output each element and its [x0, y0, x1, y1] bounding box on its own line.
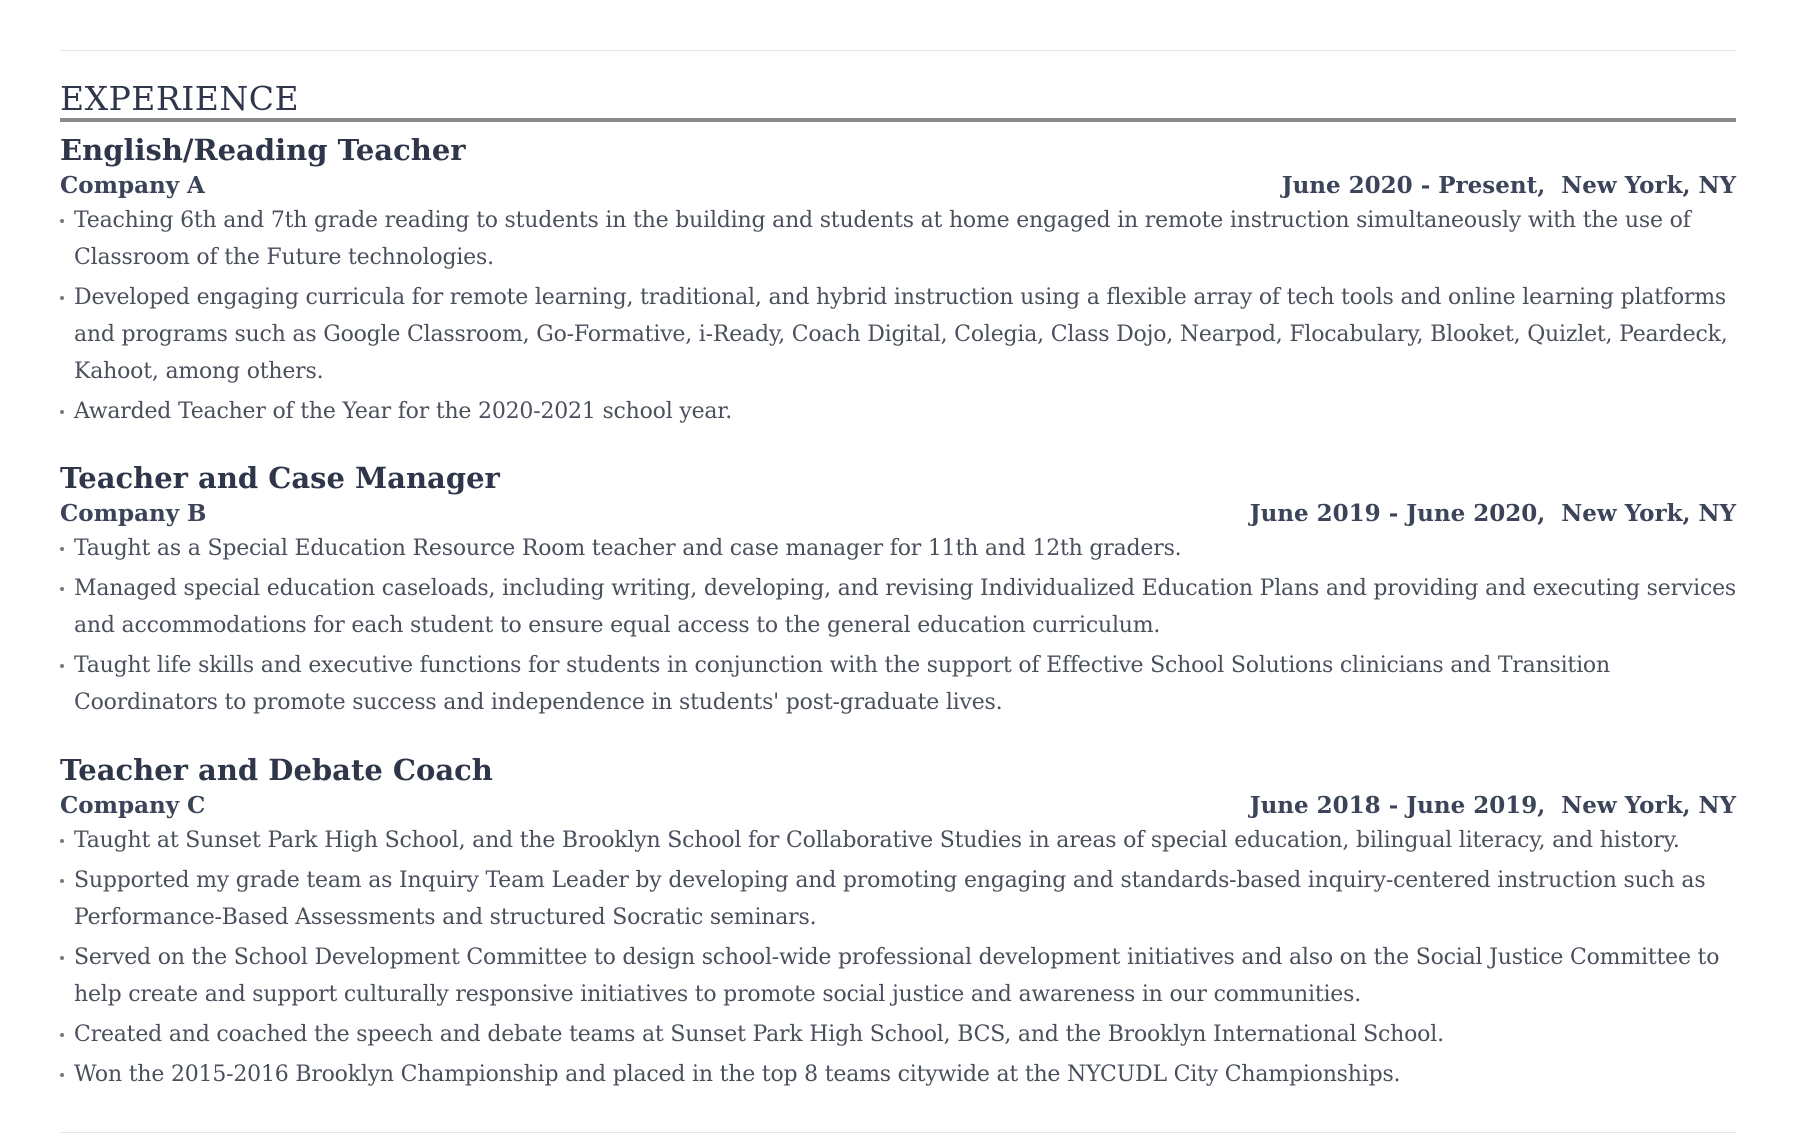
job-title: Teacher and Debate Coach — [60, 753, 493, 787]
bullet-dot-icon — [60, 879, 64, 883]
company-name: Company A — [60, 172, 205, 199]
bullet-dot-icon — [60, 839, 64, 843]
bullet-dot-icon — [60, 219, 64, 223]
job-dates: June 2018 - June 2019, — [1249, 792, 1546, 819]
job-meta — [60, 790, 1736, 822]
job-entry — [60, 458, 1736, 724]
section-title: EXPERIENCE — [60, 79, 300, 118]
company-name: Company C — [60, 792, 206, 819]
list-item: Managed special education caseloads, including writing, developing, and revising Individualized Education Plans and providing and executing services and accommodations for each student to ensure equal access to the general education curriculum. — [60, 570, 1736, 644]
job-title: Teacher and Case Manager — [60, 461, 500, 495]
job-meta — [60, 498, 1736, 530]
list-item: Won the 2015-2016 Brooklyn Championship and placed in the top 8 teams citywide at the NYCUDL City Championships. — [60, 1056, 1736, 1093]
job-bullets — [60, 822, 1736, 1093]
job-title: English/Reading Teacher — [60, 133, 466, 167]
job-dates: June 2019 - June 2020, — [1249, 500, 1546, 527]
job-meta — [60, 170, 1736, 202]
bullet-dot-icon — [60, 956, 64, 960]
list-item: Teaching 6th and 7th grade reading to students in the building and students at home engaged in remote instruction simultaneously with the use of Classroom of the Future technologies. — [60, 202, 1736, 276]
bullet-dot-icon — [60, 1033, 64, 1037]
job-dates-location — [1250, 498, 1736, 530]
bullet-dot-icon — [60, 547, 64, 551]
list-item: Awarded Teacher of the Year for the 2020-2021 school year. — [60, 393, 1736, 430]
job-bullets — [60, 202, 1736, 430]
bullet-dot-icon — [60, 1073, 64, 1077]
bullet-dot-icon — [60, 587, 64, 591]
job-location: New York, NY — [1561, 792, 1736, 819]
top-divider — [60, 50, 1736, 51]
list-item: Supported my grade team as Inquiry Team Leader by developing and promoting engaging and standards-based inquiry-centered instruction such as Performance-Based Assessments and structured Socratic seminars. — [60, 862, 1736, 936]
list-item: Developed engaging curricula for remote learning, traditional, and hybrid instruction using a flexible array of tech tools and online learning platforms and programs such as Google Classroom, Go-Formative, i-Ready, Coach Digital, Colegia, Class Dojo, Nearpod, Flocabulary, Blooket, Quizlet, Peardeck, Kahoot, among others. — [60, 279, 1736, 390]
company-name: Company B — [60, 500, 207, 527]
list-item: Taught as a Special Education Resource Room teacher and case manager for 11th and 12th graders. — [60, 530, 1736, 567]
bullet-dot-icon — [60, 410, 64, 414]
job-dates: June 2020 - Present, — [1281, 172, 1546, 199]
list-item: Taught at Sunset Park High School, and the Brooklyn School for Collaborative Studies in areas of special education, bilingual literacy, and history. — [60, 822, 1736, 859]
job-entry — [60, 130, 1736, 433]
section-underline — [60, 118, 1736, 122]
job-location: New York, NY — [1561, 172, 1736, 199]
list-item: Served on the School Development Committee to design school-wide professional development initiatives and also on the Social Justice Committee to help create and support culturally responsive initiatives to promote social justice and awareness in our communities. — [60, 939, 1736, 1013]
list-item: Taught life skills and executive functions for students in conjunction with the support of Effective School Solutions clinicians and Transition Coordinators to promote success and independence in students' post-graduate lives. — [60, 647, 1736, 721]
bullet-dot-icon — [60, 296, 64, 300]
list-item: Created and coached the speech and debate teams at Sunset Park High School, BCS, and the Brooklyn International School. — [60, 1016, 1736, 1053]
job-dates-location — [1282, 170, 1736, 202]
job-bullets — [60, 530, 1736, 721]
bullet-dot-icon — [60, 664, 64, 668]
job-entry — [60, 750, 1736, 1096]
job-location: New York, NY — [1561, 500, 1736, 527]
bottom-divider — [60, 1132, 1736, 1133]
job-dates-location — [1250, 790, 1736, 822]
